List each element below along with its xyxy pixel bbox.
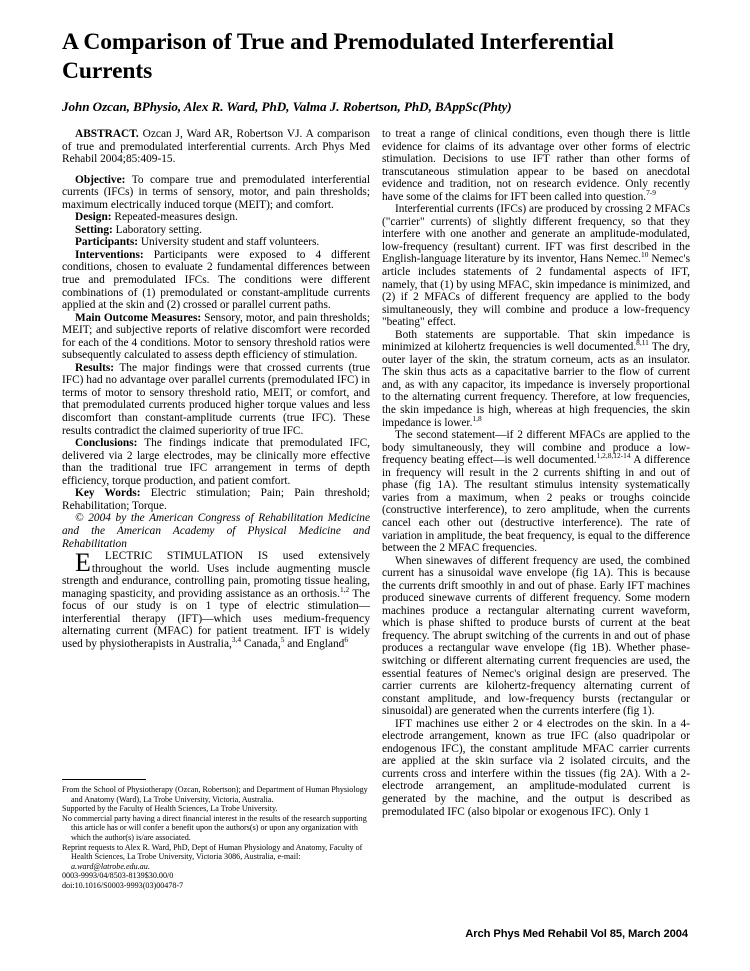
column-right [382,128,690,818]
footnote-divider [62,779,146,780]
paragraph-text-cont: The dry, outer layer of the skin, the stratum corneum, acts as an insulator. The skin thus acts as a capacitative barrier to the flow of current and, as with any capacitor, its impedance is inversely proportional to the alternating current frequency. Therefore, at low frequencies, the skin impedance is high, whereas at high frequencies, the skin impedance is lower. [382,341,690,429]
section-label: Participants: [75,236,139,249]
section-label: Setting: [75,223,113,236]
title-block [62,28,682,115]
body-paragraph-2 [382,203,690,328]
reference-marker: 1,2,8,12-14 [596,451,631,461]
body-paragraph-3 [382,329,690,429]
abstract-section-outcomes [62,312,370,362]
intro-text-d: and England [284,637,345,650]
section-text: University student and staff volunteers. [138,236,320,249]
abstract-section-setting [62,224,370,237]
section-text: Laboratory setting. [112,223,202,236]
section-label: Results: [75,361,115,374]
intro-text-a: used extensively throughout the world. Uses include augmenting muscle strength and endurance, controlling pain, promoting tissue healing, managing spasticity, and providing assistance as an orthosis. [62,550,370,600]
body-paragraph-6: IFT machines use either 2 or 4 electrodes on the skin. In a 4-electrode arrangement, known as true IFC (also quadripolar or endogenous IFC), the constant amplitude MFAC carrier currents are applied at the skin surface via 2 isolated circuits, and the currents cross and interfere within the tissues (fig 2A). With a 2-electrode arrangement, an amplitude-modulated current is generated by the machine, and the output is described as premodulated IFC (also bipolar or exogenous IFC). Only 1 [382,717,690,818]
footnote-support: Supported by the Faculty of Health Sciences, La Trobe University. [62,804,278,814]
intro-text-b: The focus of our study is on 1 type of electric stimulation—interferential therapy (IFT)—which uses medium-frequency alternating current (MFAC) for patient treatment. IFT is widely used by physiotherapists in Australia, [62,587,370,650]
body-paragraph-4 [382,429,690,554]
reference-marker: 8,11 [636,338,649,348]
section-text: The major findings were that crossed currents (true IFC) had no advantage over parallel currents (premodulated IFC) in terms of motor to sensory threshold ratio, MEIT, or comfort, and that premodulated currents produced higher torque values and less discomfort than constant-amplitude currents (true IFC). These results contradict the claimed superiority of true IFC. [62,361,370,437]
abstract-citation-text: Ozcan J, Ward AR, Robertson VJ. A comparison of true and premodulated interferential currents. Arch Phys Med Rehabil 2004;85:409-15. [62,128,370,166]
reference-marker: 1,2 [339,584,350,594]
page-title: A Comparison of True and Premodulated Interferential Currents [62,29,614,84]
paragraph-text-cont: A difference in frequency will result in the 2 currents shifting in and out of phase (fig 1A). The resultant stimulus intensity systematically varies from a maximum, when 2 peaks or troughs coincide (constructive interference), to zero amplitude, when the currents cancel each other out (destructive interference). The rate of variation in amplitude, the beat frequency, is equal to the difference between the 2 MFAC frequencies. [382,454,691,555]
paragraph-text: to treat a range of clinical conditions, even though there is little evidence for claims of its advantage over other forms of electric stimulation. Decisions to use IFT rather than other forms of transcutaneous stimulation appear to be based on anecdotal evidence and tradition, not on research evidence. Only recently have some of the claims for IFT been called into question. [382,128,690,203]
section-text: Electric stimulation; Pain; Pain threshold; Rehabilitation; Torque. [62,487,370,512]
section-label: Interventions: [75,248,144,261]
paragraph-text-cont: Nemec's article includes statements of 2 fundamental aspects of IFT, namely, that (1) by using MFAC, skin impedance is minimized, and (2) if 2 MFACs of different frequency are applied to the body simultaneously, they will combine and produce a low-frequency "beating" effect. [382,253,690,329]
reference-marker: 6 [344,635,349,645]
paragraph-text: Both statements are supportable. That skin impedance is minimized at kilohertz frequencies is well documented. [382,328,690,354]
abstract-section-objective [62,174,370,212]
abstract-section-conclusions [62,437,370,487]
paragraph-text: The second statement—if 2 different MFACs are applied to the body simultaneously, they will combine and produce a low-frequency beating effect—is well documented. [382,429,690,467]
section-label: Objective: [75,173,126,186]
footnote-block [62,779,370,891]
author-list: John Ozcan, BPhysio, Alex R. Ward, PhD, Valma J. Robertson, PhD, BAppSc(Phty) [62,99,512,115]
section-label: Key Words: [75,487,141,500]
footnote-issn: 0003-9993/04/8503-8139$30.00/0 [62,871,174,881]
abstract-label: ABSTRACT. [75,128,139,140]
section-label: Conclusions: [75,437,138,450]
abstract-section-results [62,362,370,437]
footnote-affiliation: From the School of Physiotherapy (Ozcan, Robertson); and Department of Human Physiology and Anatomy (Ward), La Trobe University, Victoria, Australia. [62,785,368,804]
section-text: Participants were exposed to 4 different conditions, chosen to evaluate 2 fundamental differences between true and premodulated IFCs. The conditions were different combinations of (1) premodulated or constant-amplitude currents applied at the skin and (2) crossed or parallel current paths. [62,248,370,312]
abstract-section-design [62,211,370,224]
footnote-reprint [62,843,370,872]
section-text: Repeated-measures design. [111,211,238,224]
section-text: Sensory, motor, and pain thresholds; MEIT; and subjective reports of relative discomfort were recorded for each of the 4 conditions. Motor to sensory threshold ratios were subsequently calculated to assess depth efficiency of stimulation. [62,311,370,362]
abstract-section-interventions [62,249,370,312]
body-paragraph-1 [382,128,690,203]
abstract-citation [62,128,370,166]
footnote-doi: doi:10.1016/S0003-9993(03)00478-7 [62,880,184,890]
section-label: Main Outcome Measures: [75,311,202,324]
intro-paragraph [62,550,370,650]
reference-marker: 3,4 [231,635,242,645]
paragraph-text: Interferential currents (IFCs) are produced by crossing 2 MFACs ("carrier" currents) of slightly different frequency, so that they interfere with one another and generate an amplitude-modulated, low-frequency (resultant) current. IFT was first described in the English-language literature by its inventor, Hans Nemec. [382,203,690,266]
contact-email[interactable]: a.ward@latrobe.edu.au [71,861,148,871]
section-text: To compare true and premodulated interferential currents (IFCs) in terms of sensory, motor, and pain thresholds; maximum electrically induced torque (MEIT); and comfort. [62,173,370,211]
page-footer: Arch Phys Med Rehabil Vol 85, March 2004 [465,928,688,940]
reference-marker: 1,8 [472,413,482,423]
abstract-section-keywords [62,487,370,512]
body-paragraph-5: When sinewaves of different frequency are used, the combined current has a sinusoidal wave envelope (fig 1A). This is because the currents drift smoothly in and out of phase. Early IFT machines produced sinewave currents of different frequency. Some modern machines produce a rectangular alternating current waveform, which is phase shifted to produce bursts of current at the beat frequency. The abrupt switching of the currents in and out of phase produces a rectangular wave envelope (fig 1B). Whether phase-switching or different alternating current frequencies are used, the essential features of Nemec's original design are preserved. The carrier currents are kilohertz-frequency alternating current of constant amplitude, and low-frequency bursts (rectangular or sinusoidal) are generated when the currents interfere (fig 1). [382,554,690,718]
abstract-copyright: © 2004 by the American Congress of Rehabilitation Medicine and the American Academy of Physical Medicine and Rehabilitation [62,512,370,550]
reference-marker: 10 [641,250,649,260]
footnote-disclosure: No commercial party having a direct financial interest in the results of the research supporting this article has or will confer a benefit upon the authors(s) or upon any organization with which the author(s) is/are associated. [62,813,367,842]
drop-cap: E [75,548,91,578]
abstract-section-participants [62,236,370,249]
email-period: . [147,861,150,871]
reference-marker: 7-9 [646,187,656,197]
section-text: The findings indicate that premodulated IFC, delivered via 2 large electrodes, may be clinically more effective than the traditional true IFC arrangement in terms of depth efficiency, torque production, and patient comfort. [62,437,370,487]
column-left [62,128,370,650]
reprint-text: Reprint requests to Alex R. Ward, PhD, Dept of Human Physiology and Anatomy, Faculty of Health Sciences, La Trobe University, Victoria 3086, Australia, e-mail: [62,842,363,862]
intro-smallcaps: LECTRIC STIMULATION IS [104,550,269,563]
section-label: Design: [75,211,112,224]
reference-marker: 5 [280,635,285,645]
intro-text-c: Canada, [241,637,281,650]
